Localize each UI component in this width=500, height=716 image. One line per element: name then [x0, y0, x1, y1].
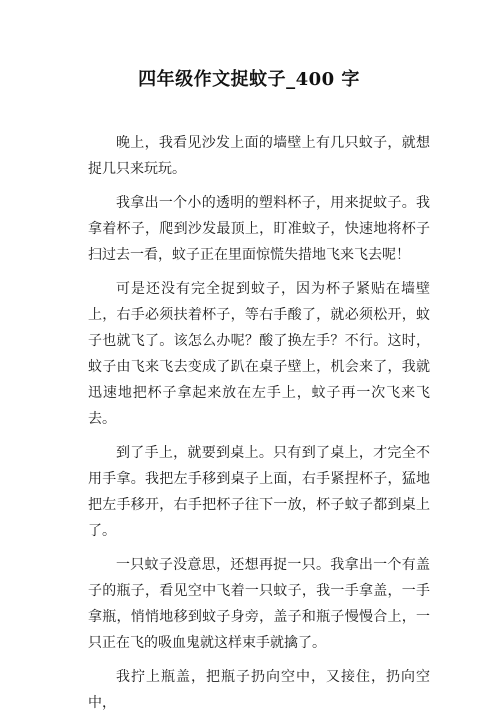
document-body — [88, 130, 430, 716]
paragraph: 可是还没有完全捉到蚊子，因为杯子紧贴在墙壁上，右手必须扶着杯子，等右手酸了，就必须松开，蚊子也就飞了。该怎么办呢？酸了换左手？不行。这时，蚊子由飞来飞去变成了趴在桌子壁上，机会来了，我就迅速地把杯子拿起来放在左手上，蚊子再一次飞来飞去。 — [88, 281, 430, 427]
paragraph: 我拧上瓶盖，把瓶子扔向空中，又接住，扔向空中， — [88, 669, 430, 711]
document-title: 四年级作文捉蚊子_400 字 — [138, 69, 360, 90]
paragraph: 到了手上，就要到桌上。只有到了桌上，才完全不用手拿。我把左手移到桌子上面，右手紧捏杯子，猛地把左手移开，右手把杯子往下一放，杯子蚊子都到桌上了。 — [88, 445, 430, 539]
paragraph: 我拿出一个小的透明的塑料杯子，用来捉蚊子。我拿着杯子，爬到沙发最顶上，盯准蚊子，快速地将杯子扫过去一看，蚊子正在里面惊慌失措地飞来飞去呢！ — [88, 195, 430, 263]
paragraph: 一只蚊子没意思，还想再捉一只。我拿出一个有盖子的瓶子，看见空中飞着一只蚊子，我一手拿盖，一手拿瓶，悄悄地移到蚊子身旁，盖子和瓶子慢慢合上，一只正在飞的吸血鬼就这样束手就擒了。 — [88, 557, 430, 651]
paragraph: 晚上，我看见沙发上面的墙壁上有几只蚊子，就想捉几只来玩玩。 — [88, 135, 430, 177]
